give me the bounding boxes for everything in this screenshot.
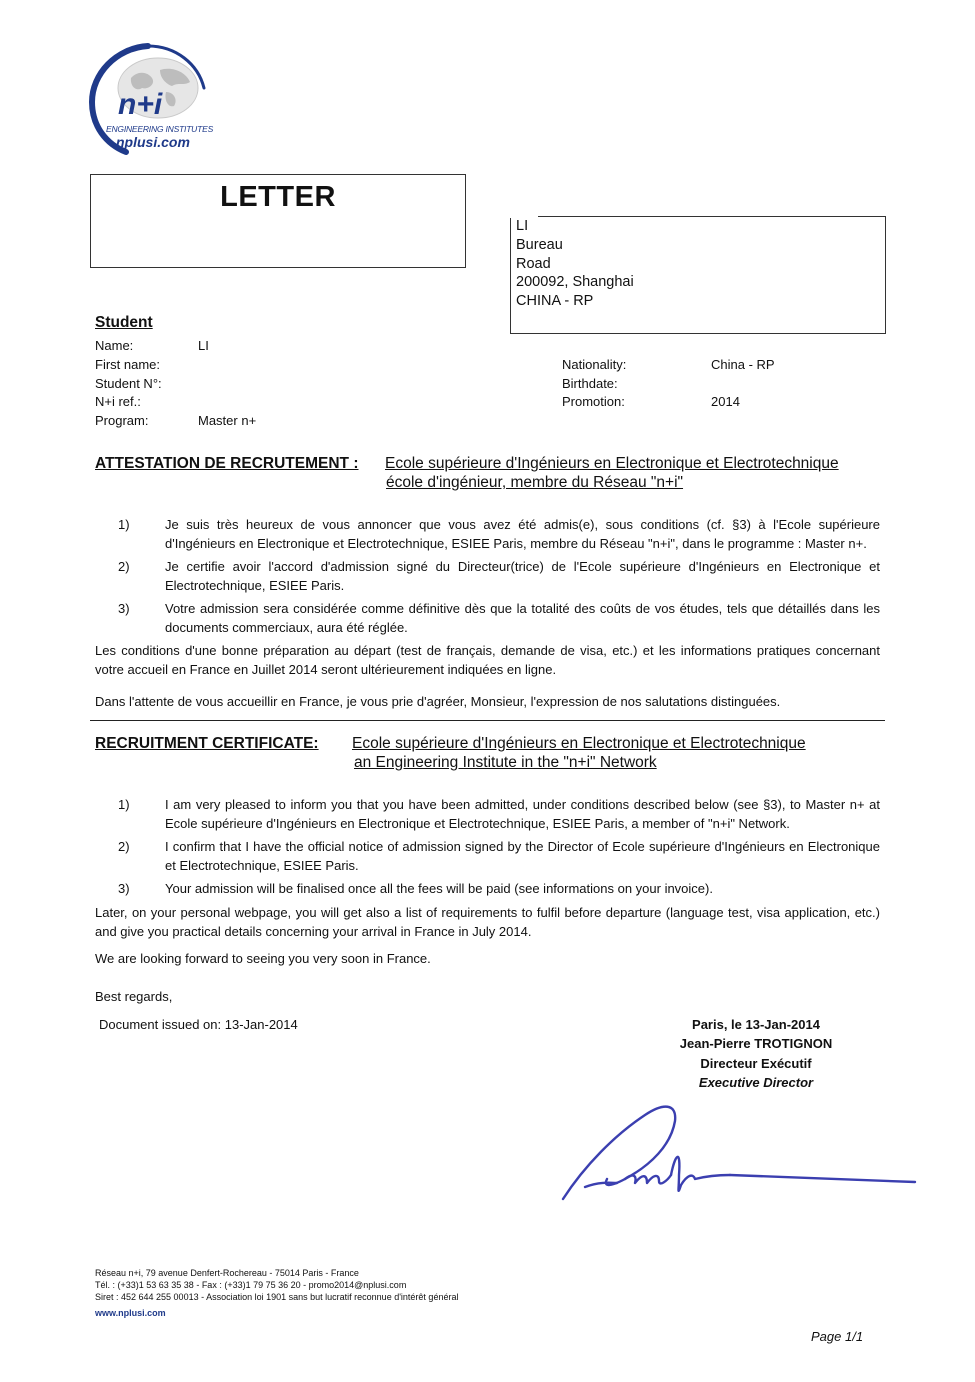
list-item-number: 2) xyxy=(118,559,130,574)
footer-contact: Tél. : (+33)1 53 63 35 38 - Fax : (+33)1 79 75 36 20 - promo2014@nplusi.com xyxy=(95,1280,407,1290)
list-item-text: Je suis très heureux de vous annoncer que vous avez été admis(e), sous conditions (cf. §3) à l'Ecole supérieure d'Ingénieurs en Electronique et Electrotechnique, ESIEE Paris, membre du Réseau "n+i", dans le programme : Master n+. xyxy=(165,517,880,551)
first-name-label: First name: xyxy=(95,357,161,372)
logo-website: nplusi.com xyxy=(116,134,190,150)
list-item-text: I confirm that I have the official notice of admission signed by the Director of Ecole supérieure d'Ingénieurs en Electronique et Electrotechnique, ESIEE Paris. xyxy=(165,839,880,873)
list-item xyxy=(118,515,880,555)
nplusi-logo xyxy=(86,40,216,160)
student-details xyxy=(95,337,895,437)
program-label: Program: xyxy=(95,413,149,428)
best-regards: Best regards, xyxy=(95,989,173,1004)
student-no-label: Student N°: xyxy=(95,376,162,391)
logo-main-text: n+i xyxy=(118,88,163,121)
recipient-address-box xyxy=(510,216,886,334)
name-label: Name: xyxy=(95,338,134,353)
address-line: 200092, Shanghai xyxy=(516,274,634,291)
list-item-text: Je certifie avoir l'accord d'admission signé du Directeur(trice) de l'Ecole supérieure d'Ingénieurs en Electronique et Electrotechnique, ESIEE Paris. xyxy=(165,559,880,593)
list-item xyxy=(118,837,880,877)
list-item-number: 1) xyxy=(118,517,130,532)
promotion-value: 2014 xyxy=(711,394,740,409)
french-paragraph-closing: Dans l'attente de vous accueillir en France, je vous prie d'agréer, Monsieur, l'expression de nos salutations distinguées. xyxy=(95,694,781,709)
address-line: CHINA - RP xyxy=(516,293,594,310)
footer-siret: Siret : 452 644 255 00013 - Association loi 1901 sans but lucratif reconnue d'intérêt général xyxy=(95,1292,459,1302)
logo-subtitle: ENGINEERING INSTITUTES xyxy=(106,124,214,134)
address-line: Road xyxy=(516,255,551,272)
letter-title-box xyxy=(90,174,466,268)
signatory-title-en: Executive Director xyxy=(698,1074,814,1090)
list-item xyxy=(118,557,880,597)
list-item-number: 1) xyxy=(118,797,130,812)
handwritten-signature-icon xyxy=(555,1095,925,1210)
address-line: Bureau xyxy=(516,236,563,253)
letter-title: LETTER xyxy=(220,181,336,213)
english-paragraph-closing: We are looking forward to seeing you very soon in France. xyxy=(95,951,431,966)
nationality-value: China - RP xyxy=(711,357,775,372)
footer-website-link[interactable]: www.nplusi.com xyxy=(95,1308,166,1318)
english-school-line2: an Engineering Institute in the "n+i" Network xyxy=(354,754,657,771)
signature-place-date: Paris, le 13-Jan-2014 xyxy=(692,1017,820,1032)
address-line: LI xyxy=(516,218,529,234)
list-item xyxy=(118,879,880,899)
birthdate-label: Birthdate: xyxy=(562,376,618,391)
list-item-text: Votre admission sera considérée comme définitive dès que la totalité des coûts de vos études, tels que détaillés dans les documents commerciaux, aura été réglée. xyxy=(165,601,880,635)
footer-address: Réseau n+i, 79 avenue Denfert-Rochereau - 75014 Paris - France xyxy=(95,1268,359,1278)
list-item-number: 2) xyxy=(118,839,130,854)
list-item-number: 3) xyxy=(118,601,130,616)
address-lines xyxy=(516,217,634,311)
promotion-label: Promotion: xyxy=(562,394,625,409)
document-issued-date: Document issued on: 13-Jan-2014 xyxy=(99,1017,298,1032)
list-item-text: Your admission will be finalised once all the fees will be paid (see informations on your invoice). xyxy=(165,881,713,896)
list-item xyxy=(118,795,880,835)
name-value: LI xyxy=(198,338,209,353)
english-section-title: RECRUITMENT CERTIFICATE: xyxy=(95,735,319,752)
french-school-line1: Ecole supérieure d'Ingénieurs en Electronique et Electrotechnique xyxy=(385,455,839,472)
student-heading: Student xyxy=(95,314,153,331)
signatory-name: Jean-Pierre TROTIGNON xyxy=(679,1036,833,1052)
nationality-label: Nationality: xyxy=(562,357,627,372)
section-divider xyxy=(90,720,885,721)
page-number: Page 1/1 xyxy=(811,1329,864,1344)
french-school-line2: école d'ingénieur, membre du Réseau "n+i" xyxy=(386,474,684,491)
list-item-number: 3) xyxy=(118,881,130,896)
signatory-title-fr: Directeur Exécutif xyxy=(700,1055,812,1071)
signature-block xyxy=(640,1015,872,1092)
french-section-title: ATTESTATION DE RECRUTEMENT : xyxy=(95,455,359,472)
french-paragraph-conditions: Les conditions d'une bonne préparation au départ (test de français, demande de visa, etc.) et les informations pratiques concernant votre accueil en France en Juillet 2014 seront ultérieurement indiquées en ligne. xyxy=(95,643,880,677)
english-school-line1: Ecole supérieure d'Ingénieurs en Electronique et Electrotechnique xyxy=(352,735,806,752)
list-item xyxy=(118,599,880,639)
program-value: Master n+ xyxy=(198,413,257,428)
english-paragraph-requirements: Later, on your personal webpage, you will get also a list of requirements to fulfil before departure (language test, visa application, etc.) and give you practical details concerning your arrival in France in July 2014. xyxy=(95,905,880,939)
footer xyxy=(95,1267,695,1319)
ref-label: N+i ref.: xyxy=(95,394,141,409)
list-item-text: I am very pleased to inform you that you have been admitted, under conditions described below (see §3), to Master n+ at Ecole supérieure d'Ingénieurs en Electronique et Electrotechnique, ESIEE Paris, a member of "n+i" Network. xyxy=(165,797,880,831)
